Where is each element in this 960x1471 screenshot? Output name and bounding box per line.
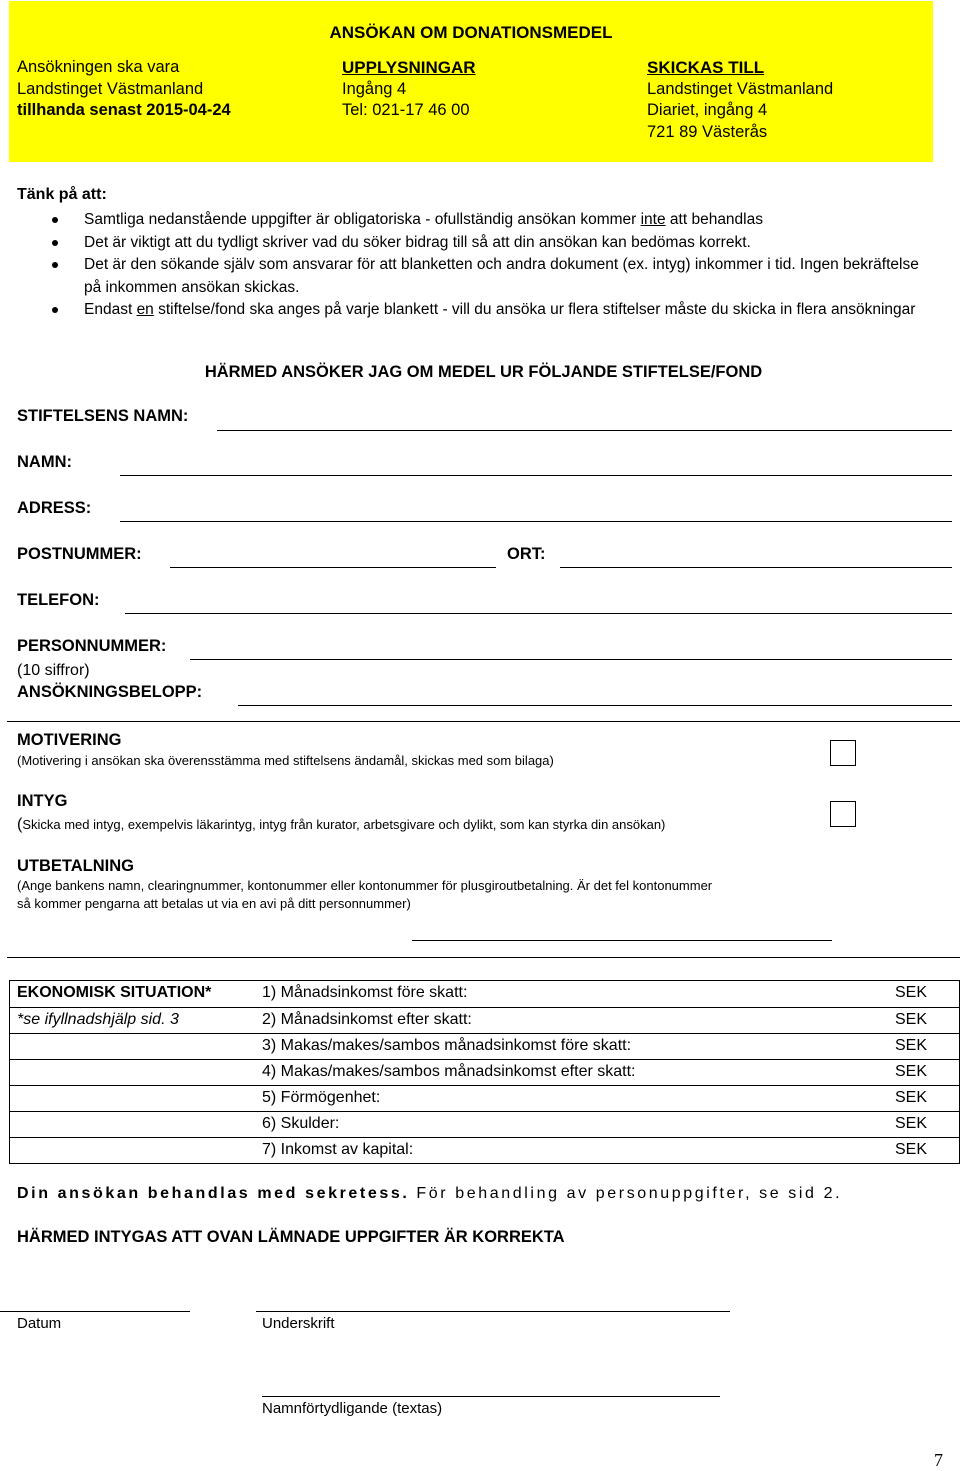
- bullet-icon: [52, 262, 58, 268]
- name-label: NAMN:: [17, 453, 72, 471]
- contact-info: UPPLYSNINGAR Ingång 4 Tel: 021-17 46 00: [342, 58, 476, 119]
- personal-number-field[interactable]: [190, 659, 952, 660]
- foundation-name-field[interactable]: [217, 430, 952, 431]
- motivation-checkbox[interactable]: [830, 740, 856, 766]
- page-number: 7: [934, 1450, 943, 1470]
- personal-number-label: PERSONNUMMER:: [17, 637, 167, 655]
- economy-row: *se ifyllnadshjälp sid. 3 2) Månadsinkomst efter skatt: SEK: [17, 1011, 928, 1028]
- signature-label: Underskrift: [262, 1315, 335, 1332]
- header-box: [9, 1, 933, 162]
- send-title: SKICKAS TILL: [647, 58, 765, 77]
- reminder-item: Det är viktigt att du tydligt skriver vad du söker bidrag till så att din ansökan kan bedömas korrekt.: [0, 232, 944, 255]
- section-divider: [7, 957, 960, 958]
- economy-row: EKONOMISK SITUATION* 1) Månadsinkomst före skatt: SEK: [17, 984, 928, 1001]
- bullet-icon: [52, 217, 58, 223]
- address-label: ADRESS:: [17, 499, 92, 517]
- payment-field[interactable]: [412, 940, 832, 941]
- reminder-title: Tänk på att:: [17, 186, 107, 203]
- name-clarification-field[interactable]: [262, 1396, 720, 1397]
- secrecy-note: Din ansökan behandlas med sekretess. För behandling av personuppgifter, se sid 2.: [17, 1185, 843, 1202]
- reminder-item: Det är den sökande själv som ansvarar för att blanketten och andra dokument (ex. intyg) inkommer i tid. Ingen bekräftelse på inkommen ansökan skickas.: [0, 254, 924, 299]
- reminder-list: [0, 209, 960, 322]
- deadline-info: Ansökningen ska vara Landstinget Västmanland tillhanda senast 2015-04-24: [17, 58, 231, 119]
- date-field[interactable]: [0, 1311, 190, 1312]
- payment-description: (Ange bankens namn, clearingnummer, kontonummer eller kontonummer för plusgiroutbetalning. Är det fel kontonummer så kommer pengarna att betalas ut via en avi på ditt personnummer): [17, 878, 713, 911]
- foundation-name-label: STIFTELSENS NAMN:: [17, 407, 189, 425]
- date-label: Datum: [17, 1315, 62, 1332]
- phone-label: TELEFON:: [17, 591, 100, 609]
- certificate-description: (Skicka med intyg, exempelvis läkarintyg, intyg från kurator, arbetsgivare och dylikt, som kan styrka din ansökan): [17, 816, 666, 833]
- fund-heading: HÄRMED ANSÖKER JAG OM MEDEL UR FÖLJANDE STIFTELSE/FOND: [204, 363, 763, 381]
- economy-row: 6) Skulder: SEK: [262, 1115, 928, 1132]
- economy-row: 3) Makas/makes/sambos månadsinkomst före skatt: SEK: [262, 1037, 928, 1054]
- section-divider: [7, 721, 960, 722]
- phone-field[interactable]: [125, 613, 952, 614]
- personal-number-note: (10 siffror): [17, 662, 90, 679]
- bullet-icon: [52, 307, 58, 313]
- name-clarification-label: Namnförtydligande (textas): [262, 1400, 443, 1417]
- amount-field[interactable]: [238, 705, 952, 706]
- motivation-description: (Motivering i ansökan ska överensstämma med stiftelsens ändamål, skickas med som bilaga): [17, 753, 554, 768]
- reminder-item: Endast en stiftelse/fond ska anges på varje blankett - vill du ansöka ur flera stiftelser måste du skicka in flera ansökningar: [0, 299, 944, 322]
- economy-row: 4) Makas/makes/sambos månadsinkomst efter skatt: SEK: [262, 1063, 928, 1080]
- economy-row: 7) Inkomst av kapital: SEK: [262, 1141, 928, 1158]
- bullet-icon: [52, 240, 58, 246]
- motivation-title: MOTIVERING: [17, 731, 122, 749]
- economy-row: 5) Förmögenhet: SEK: [262, 1089, 928, 1106]
- certification-statement: HÄRMED INTYGAS ATT OVAN LÄMNADE UPPGIFTER ÄR KORREKTA: [17, 1228, 565, 1246]
- payment-title: UTBETALNING: [17, 857, 135, 875]
- name-field[interactable]: [120, 475, 952, 476]
- form-title: ANSÖKAN OM DONATIONSMEDEL: [329, 23, 613, 42]
- amount-label: ANSÖKNINGSBELOPP:: [17, 683, 203, 701]
- city-label: ORT:: [507, 545, 546, 563]
- certificate-checkbox[interactable]: [830, 801, 856, 827]
- send-to-info: SKICKAS TILL Landstinget Västmanland Diariet, ingång 4 721 89 Västerås: [647, 58, 834, 141]
- signature-field[interactable]: [256, 1311, 730, 1312]
- postal-code-label: POSTNUMMER:: [17, 545, 142, 563]
- info-title: UPPLYSNINGAR: [342, 58, 476, 77]
- postal-code-field[interactable]: [170, 567, 496, 568]
- economy-note: *se ifyllnadshjälp sid. 3: [17, 1011, 179, 1028]
- city-field[interactable]: [560, 567, 952, 568]
- reminder-item: Samtliga nedanstående uppgifter är obligatoriska - ofullständig ansökan kommer inte att behandlas: [0, 209, 944, 232]
- certificate-title: INTYG: [17, 792, 68, 810]
- economy-title: EKONOMISK SITUATION*: [17, 984, 212, 1001]
- address-field[interactable]: [120, 521, 952, 522]
